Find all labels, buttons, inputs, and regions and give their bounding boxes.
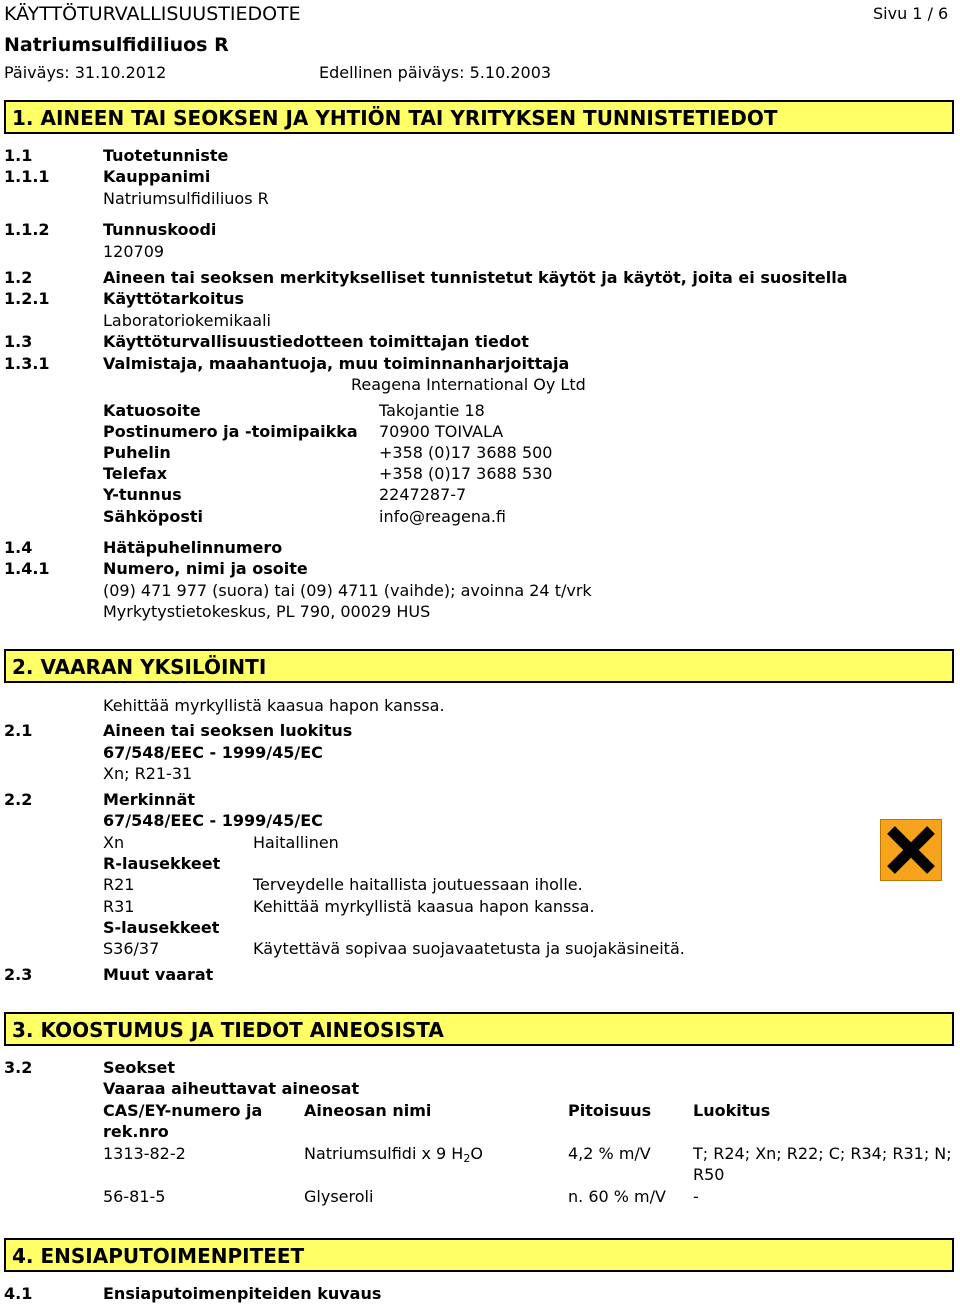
- row-label: Seokset: [103, 1058, 176, 1077]
- r-phrase-text: Kehittää myrkyllistä kaasua hapon kanssa.: [253, 897, 595, 916]
- s-phrases-heading: S-lausekkeet: [103, 918, 220, 937]
- col-header-cas-2: rek.nro: [103, 1122, 169, 1141]
- section-4-header: [4, 1238, 954, 1272]
- directive: 67/548/EEC - 1999/45/EC: [103, 743, 323, 762]
- emergency-phone: (09) 471 977 (suora) tai (09) 4711 (vaihde); avoinna 24 t/vrk: [103, 581, 592, 600]
- r-phrase-code: R31: [103, 897, 135, 916]
- phone-value: +358 (0)17 3688 500: [379, 443, 553, 462]
- row-num: 1.2: [4, 268, 33, 287]
- row-num: 4.1: [4, 1284, 33, 1303]
- table-caption: Vaaraa aiheuttavat aineosat: [103, 1079, 360, 1098]
- street-value: Takojantie 18: [379, 401, 485, 420]
- contact-label: Telefax: [103, 464, 168, 483]
- row-num: 2.3: [4, 965, 33, 984]
- section-4-title: 4. ENSIAPUTOIMENPITEET: [12, 1244, 305, 1268]
- hazard-intro: Kehittää myrkyllistä kaasua hapon kanssa.: [103, 696, 445, 715]
- row-label: Tuotetunniste: [103, 146, 229, 165]
- contact-label: Y-tunnus: [103, 485, 182, 504]
- cell-cas: 56-81-5: [103, 1187, 166, 1206]
- row-num: 1.4: [4, 538, 33, 557]
- email-link[interactable]: info@reagena.fi: [379, 507, 506, 526]
- row-label: Aineen tai seoksen luokitus: [103, 721, 353, 740]
- product-code-value: 120709: [103, 242, 165, 261]
- document-type: KÄYTTÖTURVALLISUUSTIEDOTE: [4, 3, 301, 25]
- row-num: 2.1: [4, 721, 33, 740]
- row-label: Valmistaja, maahantuoja, muu toiminnanharjoittaja: [103, 354, 570, 373]
- fax-value: +358 (0)17 3688 530: [379, 464, 553, 483]
- col-header-name: Aineosan nimi: [304, 1101, 432, 1120]
- section-1-header: [4, 100, 954, 134]
- row-num: 1.1.2: [4, 220, 50, 239]
- row-num: 1.2.1: [4, 289, 50, 308]
- symbol-text: Haitallinen: [253, 833, 339, 852]
- r-phrase-code: R21: [103, 875, 135, 894]
- cell-classification: -: [693, 1187, 699, 1206]
- cell-name: Glyseroli: [304, 1187, 374, 1206]
- cell-name: Natriumsulfidi x 9 $H_2O$: [304, 1144, 483, 1165]
- r-phrase-text: Terveydelle haitallista joutuessaan iholle.: [253, 875, 583, 894]
- col-header-cas: CAS/EY-numero ja: [103, 1101, 263, 1120]
- col-header-concentration: Pitoisuus: [568, 1101, 652, 1120]
- row-label: Käyttötarkoitus: [103, 289, 245, 308]
- row-num: 2.2: [4, 790, 33, 809]
- business-id-value: 2247287-7: [379, 485, 467, 504]
- contact-label: Sähköposti: [103, 507, 204, 526]
- row-label: Tunnuskoodi: [103, 220, 217, 239]
- postal-value: 70900 TOIVALA: [379, 422, 504, 441]
- row-label: Ensiaputoimenpiteiden kuvaus: [103, 1284, 382, 1303]
- row-num: 1.1: [4, 146, 33, 165]
- s-phrase-code: S36/37: [103, 939, 160, 958]
- row-label: Aineen tai seoksen merkitykselliset tunnistetut käytöt ja käytöt, joita ei suositella: [103, 268, 848, 287]
- company-name: Reagena International Oy Ltd: [351, 375, 586, 394]
- row-label: Kauppanimi: [103, 167, 211, 186]
- use-value: Laboratoriokemikaali: [103, 311, 271, 330]
- row-label: Muut vaarat: [103, 965, 214, 984]
- row-num: 1.3.1: [4, 354, 50, 373]
- row-num: 1.4.1: [4, 559, 50, 578]
- harmful-x-pictogram-icon: [880, 819, 942, 881]
- symbol-code: Xn: [103, 833, 125, 852]
- section-1-title: 1. AINEEN TAI SEOKSEN JA YHTIÖN TAI YRITYKSEN TUNNISTETIEDOT: [12, 106, 778, 130]
- section-2-title: 2. VAARAN YKSILÖINTI: [12, 655, 267, 679]
- row-num: 3.2: [4, 1058, 33, 1077]
- r-phrases-heading: R-lausekkeet: [103, 854, 221, 873]
- s-phrase-text: Käytettävä sopivaa suojavaatetusta ja suojakäsineitä.: [253, 939, 685, 958]
- directive: 67/548/EEC - 1999/45/EC: [103, 811, 323, 830]
- product-name: Natriumsulfidiliuos R: [4, 34, 229, 56]
- trade-name-value: Natriumsulfidiliuos R: [103, 189, 269, 208]
- row-num: 1.3: [4, 332, 33, 351]
- col-header-classification: Luokitus: [693, 1101, 771, 1120]
- page-number: Sivu 1 / 6: [873, 4, 949, 23]
- cell-cas: 1313-82-2: [103, 1144, 186, 1163]
- row-label: Merkinnät: [103, 790, 196, 809]
- cell-concentration: 4,2 % m/V: [568, 1144, 651, 1163]
- section-3-title: 3. KOOSTUMUS JA TIEDOT AINEOSISTA: [12, 1018, 444, 1042]
- row-label: Käyttöturvallisuustiedotteen toimittajan tiedot: [103, 332, 529, 351]
- contact-label: Puhelin: [103, 443, 171, 462]
- contact-label: Postinumero ja -toimipaikka: [103, 422, 358, 441]
- classification-value: Xn; R21-31: [103, 764, 193, 783]
- previous-date: Edellinen päiväys: 5.10.2003: [319, 63, 552, 82]
- row-label: Hätäpuhelinnumero: [103, 538, 283, 557]
- revision-date: Päiväys: 31.10.2012: [4, 63, 167, 82]
- cell-classification: T; R24; Xn; R22; C; R34; R31; N;: [693, 1144, 952, 1163]
- contact-label: Katuosoite: [103, 401, 201, 420]
- row-label: Numero, nimi ja osoite: [103, 559, 308, 578]
- row-num: 1.1.1: [4, 167, 50, 186]
- section-3-header: [4, 1012, 954, 1046]
- section-2-header: [4, 649, 954, 683]
- cell-concentration: n. 60 % m/V: [568, 1187, 666, 1206]
- emergency-address: Myrkytystietokeskus, PL 790, 00029 HUS: [103, 602, 431, 621]
- cell-classification-2: R50: [693, 1165, 725, 1184]
